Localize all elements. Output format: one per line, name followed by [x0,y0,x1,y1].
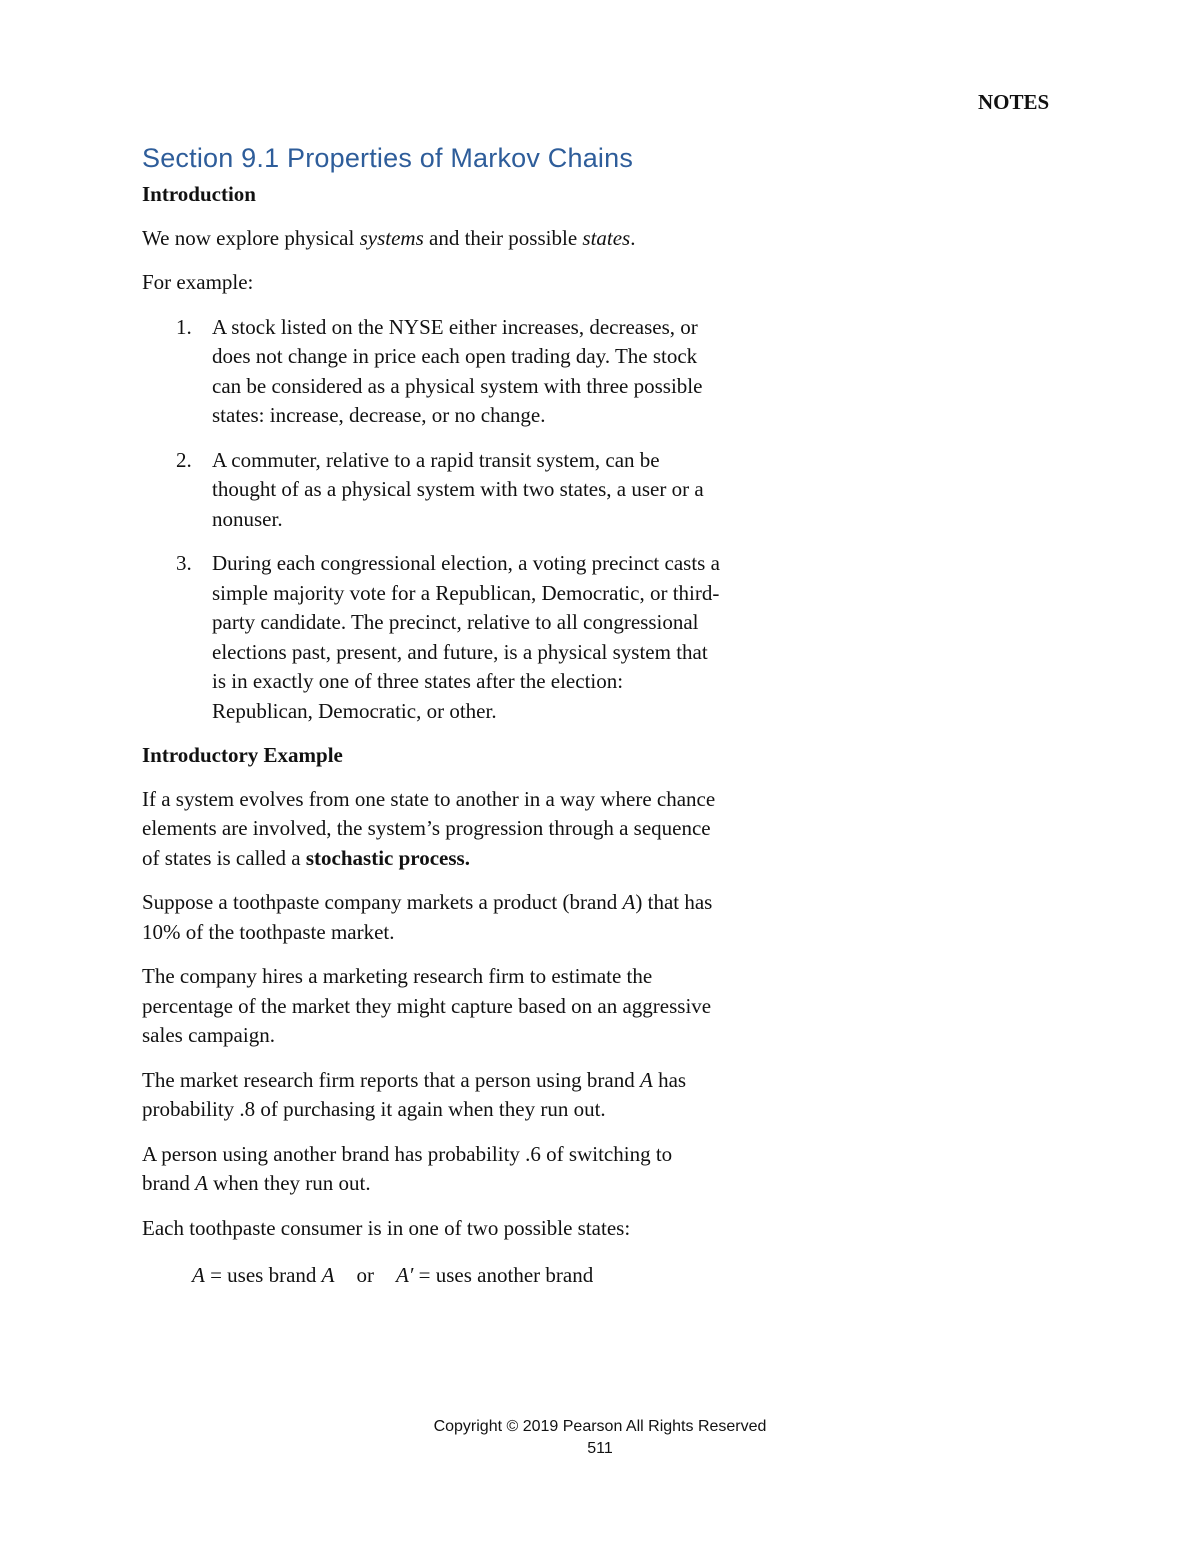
intro-paragraph: We now explore physical systems and their possible states. [142,225,636,250]
introduction-heading: Introduction [142,182,256,206]
toothpaste-paragraph-3: The market research firm reports that a person using brand A has probability .8 of purchasing it again when they run out. [142,1067,687,1121]
copyright-text: Copyright © 2019 Pearson All Rights Reserved [433,1418,767,1435]
states-equation: A = uses brand A or A′ = uses another brand [192,1263,594,1287]
list-item: 3. During each congressional election, a voting precinct casts a simple majority vote for a Republican, Democratic, or third-party candidate. The precinct, relative to all congressional elections past, present, and future, is a physical system that is in exactly one of three states after the election: Republican, Democratic, or other. [176,551,720,723]
section-title: Section 9.1 Properties of Markov Chains [142,143,634,173]
list-item: 2. A commuter, relative to a rapid transit system, can be thought of as a physical system with two states, a user or a nonuser. [176,447,704,531]
page-number: 511 [587,1440,613,1457]
toothpaste-paragraph-1: Suppose a toothpaste company markets a product (brand A) that has 10% of the toothpaste market. [142,890,713,944]
main-column [142,140,722,1291]
toothpaste-paragraph-4: A person using another brand has probability .6 of switching to brand A when they run out. [142,1141,673,1195]
stochastic-process-term: stochastic process. [305,845,470,870]
introductory-example-heading: Introductory Example [142,743,343,767]
states-term: states [582,225,631,250]
notes-margin-label: NOTES [978,90,1050,114]
examples-list [142,313,722,727]
toothpaste-paragraph-5: Each toothpaste consumer is in one of two possible states: [142,1215,631,1240]
for-example-text: For example: [142,270,254,294]
list-item: 1. A stock listed on the NYSE either increases, decreases, or does not change in price each open trading day. The stock can be considered as a physical system with three possible states: increase, decrease, or no change. [176,314,703,427]
systems-term: systems [359,225,424,250]
toothpaste-paragraph-2: The company hires a marketing research firm to estimate the percentage of the market they might capture based on an aggressive sales campaign. [142,964,712,1047]
stochastic-paragraph: If a system evolves from one state to another in a way where chance elements are involved, the system’s progression through a sequence of states is called a stochastic process. [142,786,716,870]
page-footer [0,1416,1200,1460]
